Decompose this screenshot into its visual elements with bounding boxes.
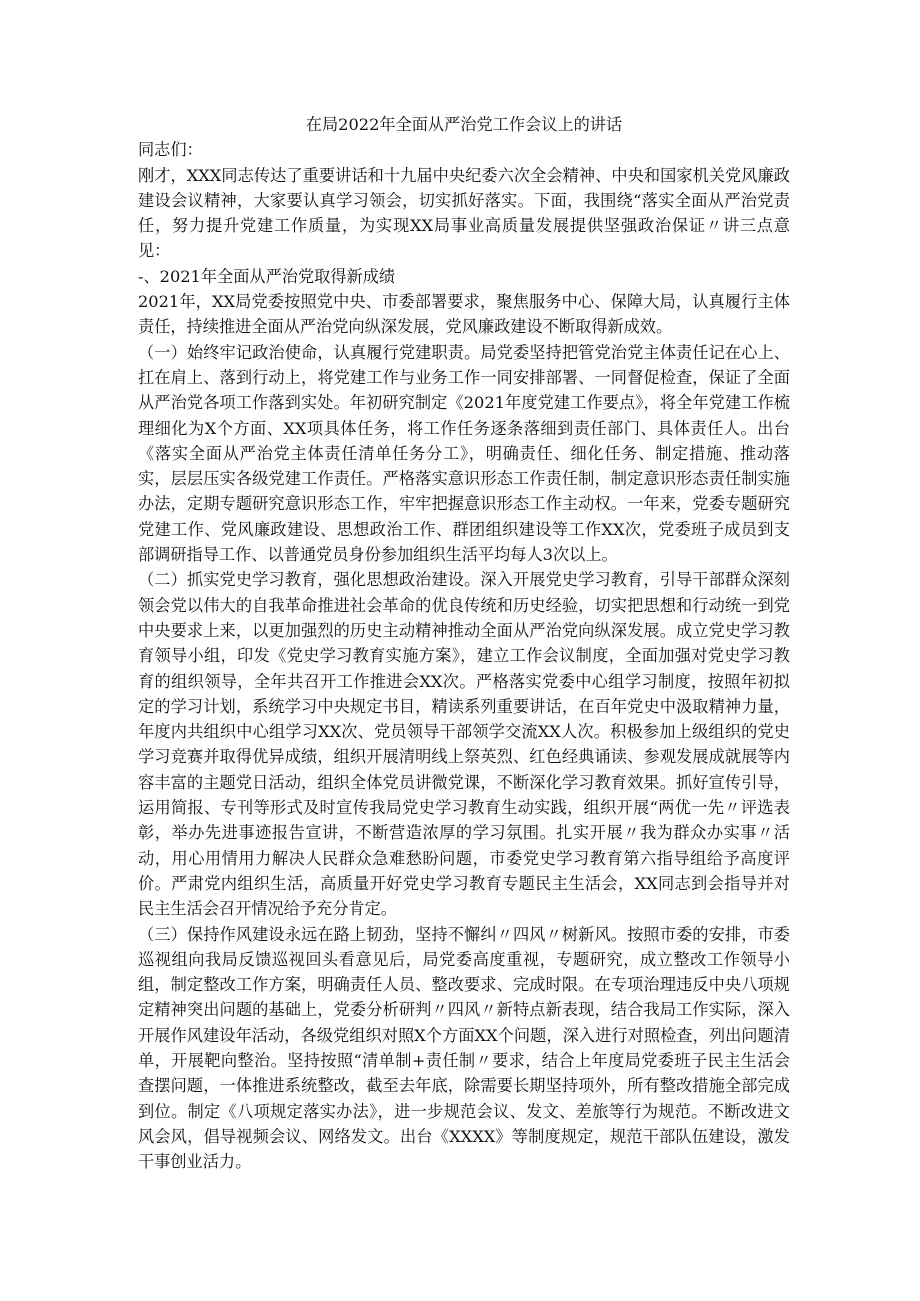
subsection-1-paragraph: （一）始终牢记政治使命，认真履行党建职责。局党委坚持把管党治党主体责任记在心上、扛在肩上、落到行动上，将党建工作与业务工作一同安排部署、一同督促检查，保证了全面从严治党各项工作落到实处。年初研究制定《2021年度党建工作要点》，将全年党建工作梳理细化为X个方面、XX项具体任务，将工作任务逐条落细到责任部门、具体责任人。出台《落实全面从严治党主体责任清单任务分工》，明确责任、细化任务、制定措施、推动落实，层层压实各级党建工作责任。严格落实意识形态工作责任制，制定意识形态责任制实施办法，定期专题研究意识形态工作，牢牢把握意识形态工作主动权。一年来，党委专题研究党建工作、党风廉政建设、思想政治工作、群团组织建设等工作XX次，党委班子成员到支部调研指导工作、以普通党员身份参加组织生活平均每人3次以上。 — [138, 342, 790, 565]
document-page — [138, 112, 790, 1174]
subsection-2-paragraph: （二）抓实党史学习教育，强化思想政治建设。深入开展党史学习教育，引导干部群众深刻领会党以伟大的自我革命推进社会革命的优良传统和历史经验，切实把思想和行动统一到党中央要求上来，以更加强烈的历史主动精神推动全面从严治党向纵深发展。成立党史学习教育领导小组，印发《党史学习教育实施方案》，建立工作会议制度，全面加强对党史学习教育的组织领导，全年共召开工作推进会XX次。严格落实党委中心组学习制度，按照年初拟定的学习计划，系统学习中央规定书目，精读系列重要讲话，在百年党史中汲取精神力量，年度内共组织中心组学习XX次、党员领导干部领学交流XX人次。积极参加上级组织的党史学习竞赛并取得优异成绩，组织开展清明线上祭英烈、红色经典诵读、参观发展成就展等内容丰富的主题党日活动，组织全体党员讲微党课，不断深化学习教育效果。抓好宣传引导，运用简报、专刊等形式及时宣传我局党史学习教育生动实践，组织开展“两优一先〃评选表彰，举办先进事迹报告宣讲，不断营造浓厚的学习氛围。扎实开展〃我为群众办实事〃活动，用心用情用力解决人民群众急难愁盼问题，市委党史学习教育第六指导组给予高度评价。严肃党内组织生活，高质量开好党史学习教育专题民主生活会，XX同志到会指导并对民主生活会召开情况给予充分肯定。 — [138, 570, 790, 919]
intro-paragraph: 刚才，XXX同志传达了重要讲话和十九届中央纪委六次全会精神、中央和国家机关党风廉政建设会议精神，大家要认真学习领会，切实抓好落实。下面，我围绕“落实全面从严治党责任，努力提升党建工作质量，为实现XX局事业高质量发展提供坚强政治保证〃讲三点意见： — [138, 165, 790, 261]
subsection-3-paragraph: （三）保持作风建设永远在路上韧劲，坚持不懈纠〃四风〃树新风。按照市委的安排，市委巡视组向我局反馈巡视回头看意见后，局党委高度重视，专题研究，成立整改工作领导小组，制定整改工作方案，明确责任人员、整改要求、完成时限。在专项治理违反中央八项规定精神突出问题的基础上，党委分析研判〃四风〃新特点新表现，结合我局工作实际，深入开展作风建设年活动，各级党组织对照X个方面XX个问题，深入进行对照检查，列出问题清单，开展靶向整治。坚持按照“清单制+责任制〃要求，结合上年度局党委班子民主生活会查摆问题，一体推进系统整改，截至去年底，除需要长期坚持项外，所有整改措施全部完成到位。制定《八项规定落实办法》，进一步规范会议、发文、差旅等行为规范。不断改进文风会风，倡导视频会议、网络发文。出台《XXXX》等制度规定，规范干部队伍建设，激发干事创业活力。 — [138, 924, 790, 1172]
section-1-summary: 2021年，XX局党委按照党中央、市委部署要求，聚焦服务中心、保障大局，认真履行主体责任，持续推进全面从严治党向纵深发展，党风廉政建设不断取得新成效。 — [138, 292, 790, 337]
document-title: 在局2022年全面从严治党工作会议上的讲话 — [305, 115, 623, 134]
salutation: 同志们： — [138, 140, 203, 160]
section-heading-1: -、2021年全面从严治党取得新成绩 — [138, 266, 396, 286]
